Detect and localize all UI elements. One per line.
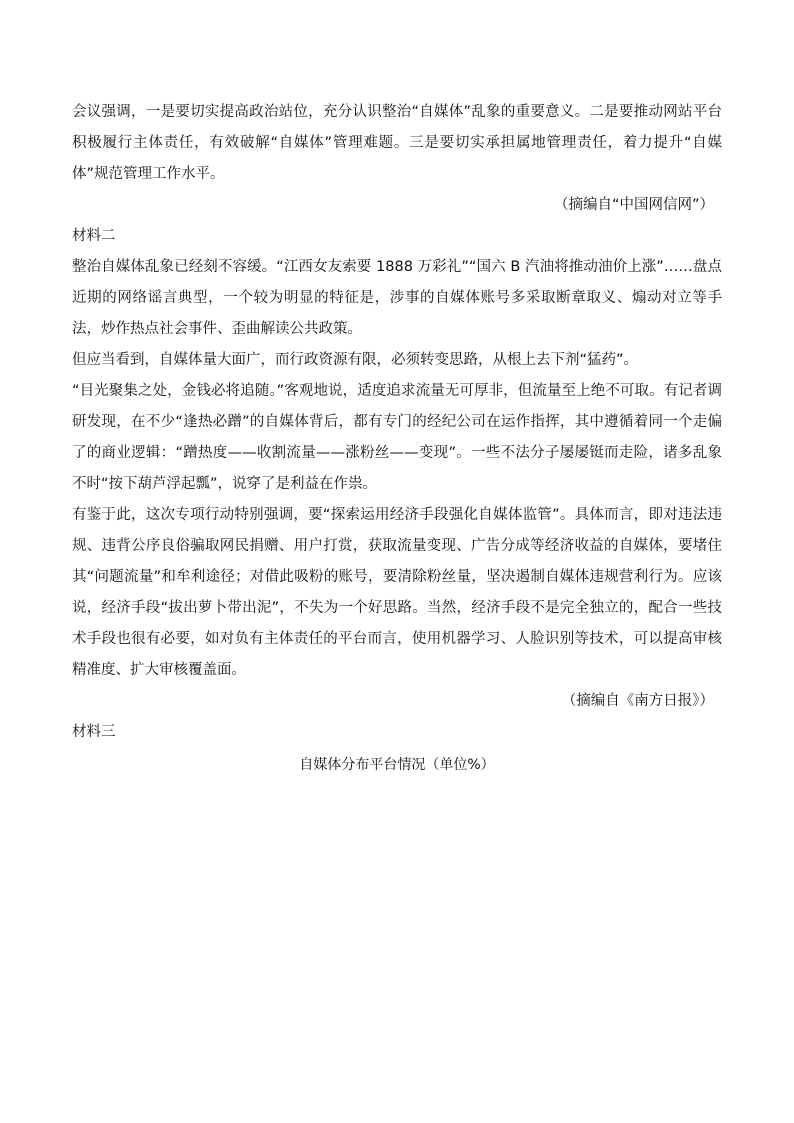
material-two-paragraph-1: 整治自媒体乱象已经刻不容缓。“江西女友索要 1888 万彩礼”“国六 B 汽油将推动油价上涨”……盘点近期的网络谣言典型，一个较为明显的特征是，涉事的自媒体账号多采取断章取义、煽动对立等手法，炒作热点社会事件、歪曲解读公共政策。 [72,259,722,337]
document-page [72,97,722,1111]
material-one-source: （摘编自“中国网信网”） [553,197,714,213]
material-two-heading: 材料二 [72,228,116,244]
chart-title: 自媒体分布平台情况（单位%） [299,757,495,773]
material-two-paragraph-4: 有鉴于此，这次专项行动特别强调，要“探索运用经济手段强化自媒体监管”。具体而言，即对违法违规、违背公序良俗骗取网民捐赠、用户打赏，获取流量变现、广告分成等经济收益的自媒体，要堵住其“问题流量”和牟利途径；对借此吸粉的账号，要清除粉丝量，坚决遏制自媒体违规营利行为。应该说，经济手段“拔出萝卜带出泥”，不失为一个好思路。当然，经济手段不是完全独立的，配合一些技术手段也很有必要，如对负有主体责任的平台而言，使用机器学习、人脸识别等技术，可以提高审核精准度、扩大审核覆盖面。 [72,507,722,678]
material-two-paragraph-3: “目光聚集之处，金钱必将追随。”客观地说，适度追求流量无可厚非，但流量至上绝不可取。有记者调研发现，在不少“逢热必蹭”的自媒体背后，都有专门的经纪公司在运作指挥，其中遵循着同一个走偏了的商业逻辑：“蹭热度——收割流量——涨粉丝——变现”。一些不法分子屡屡铤而走险，诸多乱象不时“按下葫芦浮起瓢”，说穿了是利益在作祟。 [72,383,722,492]
material-three-heading: 材料三 [72,724,116,740]
material-one-paragraph: 会议强调，一是要切实提高政治站位，充分认识整治“自媒体”乱象的重要意义。二是要推动网站平台积极履行主体责任，有效破解“自媒体”管理难题。三是要切实承担属地管理责任，着力提升“自媒体”规范管理工作水平。 [72,104,722,182]
chart-placeholder-area [72,781,722,1111]
material-two-source: （摘编自《南方日报》） [561,693,714,709]
material-two-paragraph-2: 但应当看到，自媒体量大面广，而行政资源有限，必须转变思路，从根上去下剂“猛药”。 [72,352,639,368]
